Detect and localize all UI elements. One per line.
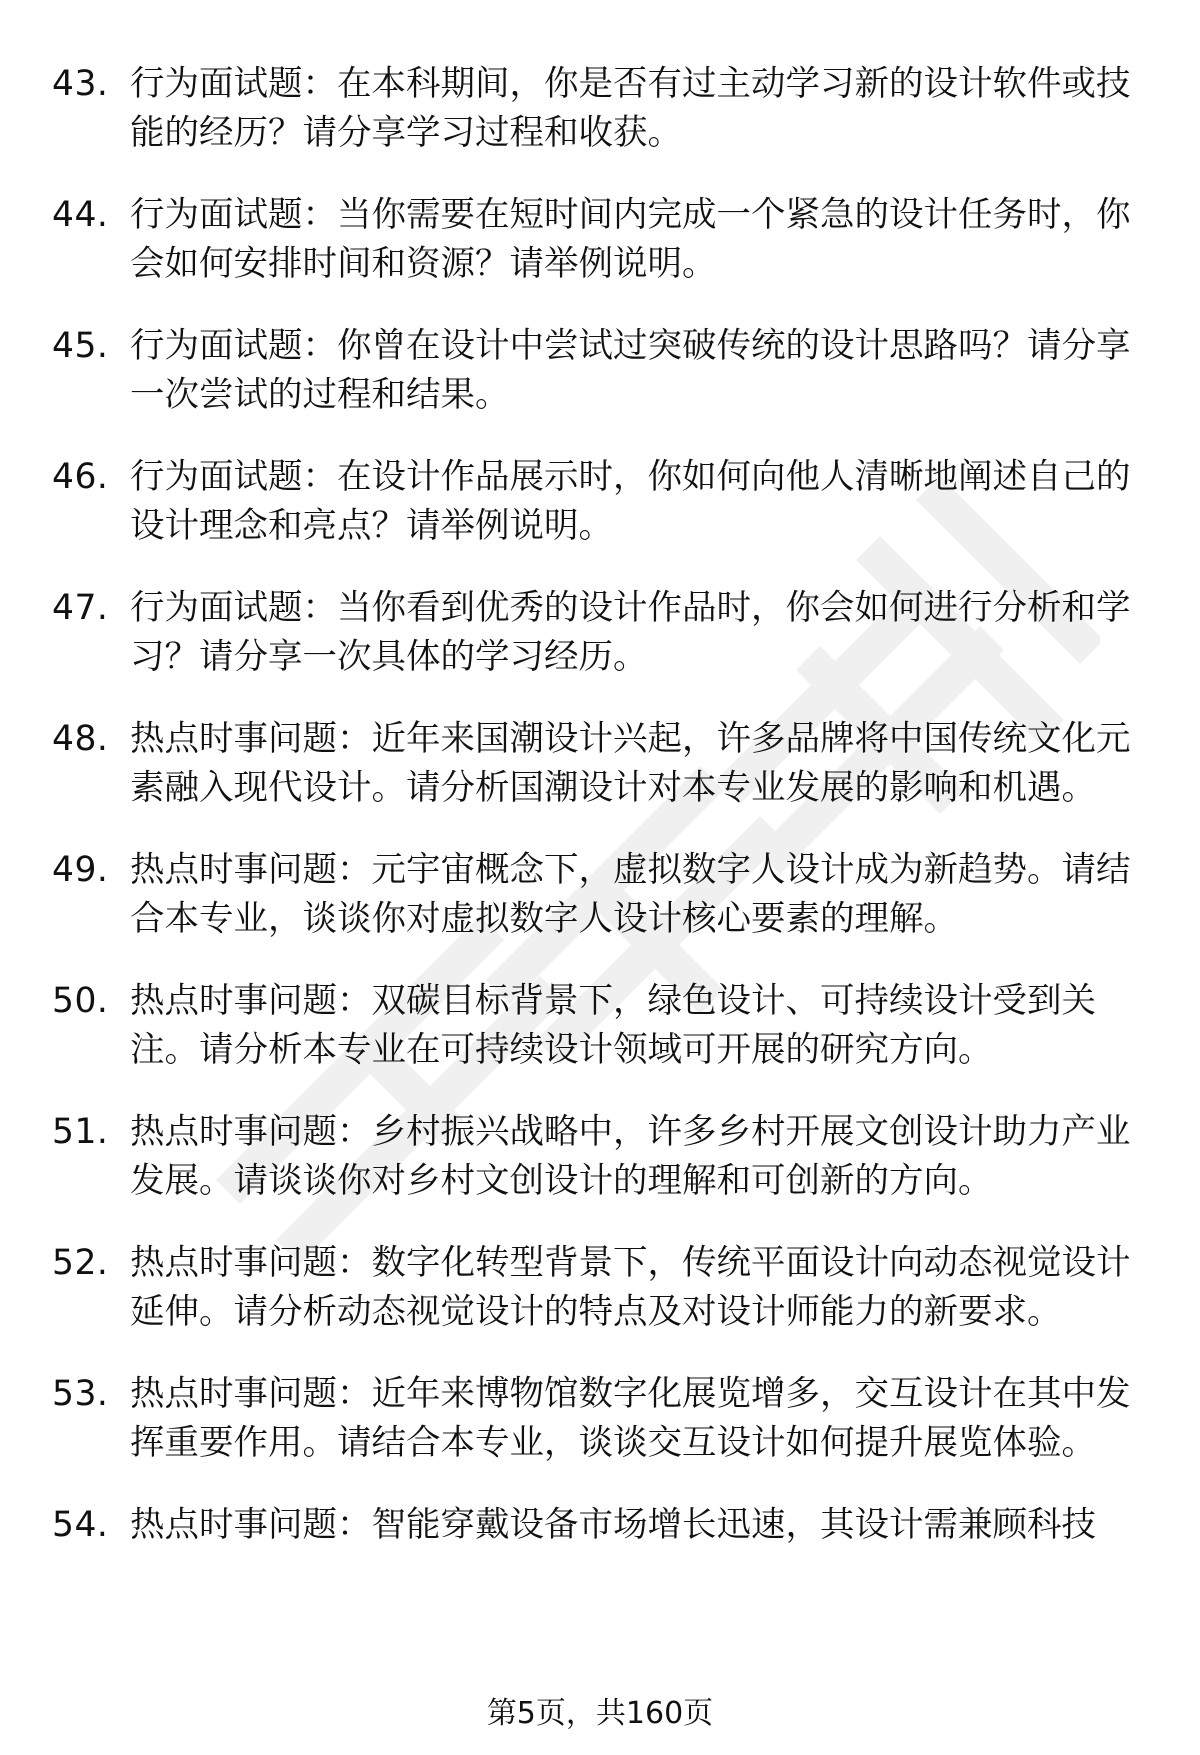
question-item (52, 453, 1152, 551)
question-number: 43. (52, 64, 109, 104)
question-item (52, 715, 1152, 813)
question-number: 51. (52, 1112, 109, 1152)
question-item (52, 191, 1152, 289)
page-number-footer: 第5页，共160页 (486, 1696, 714, 1731)
question-text: 行为面试题：当你看到优秀的设计作品时，你会如何进行分析和学习？请分享一次具体的学习经历。 (130, 588, 1131, 677)
question-text: 热点时事问题：近年来博物馆数字化展览增多，交互设计在其中发挥重要作用。请结合本专业，谈谈交互设计如何提升展览体验。 (130, 1374, 1131, 1463)
question-number: 53. (52, 1374, 109, 1414)
question-text: 热点时事问题：元宇宙概念下，虚拟数字人设计成为新趋势。请结合本专业，谈谈你对虚拟数字人设计核心要素的理解。 (130, 850, 1131, 939)
question-text: 热点时事问题：智能穿戴设备市场增长迅速，其设计需兼顾科技 (130, 1505, 1096, 1545)
question-text: 热点时事问题：近年来国潮设计兴起，许多品牌将中国传统文化元素融入现代设计。请分析国潮设计对本专业发展的影响和机遇。 (130, 719, 1131, 808)
question-number: 52. (52, 1243, 109, 1283)
question-item (52, 1501, 1152, 1550)
question-text: 行为面试题：在本科期间，你是否有过主动学习新的设计软件或技能的经历？请分享学习过程和收获。 (130, 64, 1131, 153)
question-number: 49. (52, 850, 109, 890)
question-item (52, 1108, 1152, 1206)
question-text: 热点时事问题：数字化转型背景下，传统平面设计向动态视觉设计延伸。请分析动态视觉设计的特点及对设计师能力的新要求。 (130, 1243, 1131, 1332)
question-list (52, 60, 1152, 1550)
question-item (52, 584, 1152, 682)
question-number: 46. (52, 457, 109, 497)
question-text: 热点时事问题：乡村振兴战略中，许多乡村开展文创设计助力产业发展。请谈谈你对乡村文创设计的理解和可创新的方向。 (130, 1112, 1131, 1201)
question-number: 44. (52, 195, 109, 235)
question-item (52, 322, 1152, 420)
question-number: 48. (52, 719, 109, 759)
question-text: 热点时事问题：双碳目标背景下，绿色设计、可持续设计受到关注。请分析本专业在可持续设计领域可开展的研究方向。 (130, 981, 1096, 1070)
question-text: 行为面试题：当你需要在短时间内完成一个紧急的设计任务时，你会如何安排时间和资源？请举例说明。 (130, 195, 1131, 284)
question-item (52, 1239, 1152, 1337)
question-number: 54. (52, 1505, 109, 1545)
question-number: 50. (52, 981, 109, 1021)
question-item (52, 977, 1152, 1075)
question-item (52, 60, 1152, 158)
question-item (52, 846, 1152, 944)
question-item (52, 1370, 1152, 1468)
question-number: 45. (52, 326, 109, 366)
question-text: 行为面试题：在设计作品展示时，你如何向他人清晰地阐述自己的设计理念和亮点？请举例说明。 (130, 457, 1131, 546)
question-text: 行为面试题：你曾在设计中尝试过突破传统的设计思路吗？请分享一次尝试的过程和结果。 (130, 326, 1131, 415)
question-number: 47. (52, 588, 109, 628)
